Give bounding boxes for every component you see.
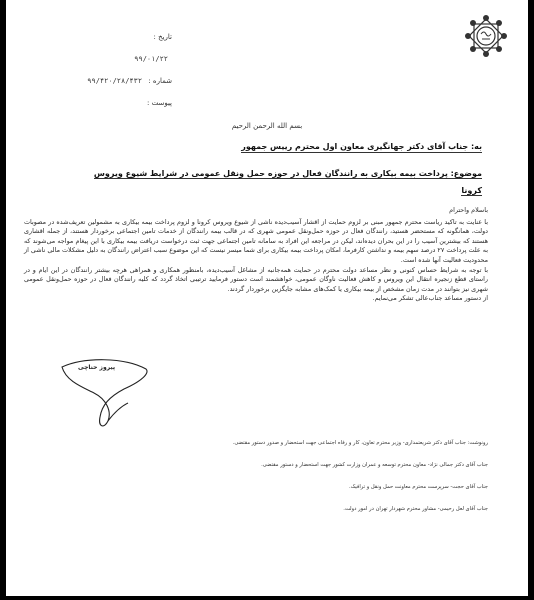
attachment-label: پیوست : (147, 99, 172, 107)
number-label: شماره : (148, 77, 172, 85)
letter-page (6, 0, 528, 596)
salutation: باسلام واحترام (449, 206, 488, 214)
number-value: ۹۹/۴۲۰/۲۸/۴۳۲ (87, 77, 143, 85)
addressee: به: جناب آقای دکتر جهانگیری معاون اول محترم رییس جمهور (241, 142, 482, 151)
tehran-municipality-logo-icon (464, 14, 508, 58)
letter-body (24, 206, 488, 304)
date-row (22, 26, 172, 48)
carbon-copy-list (66, 432, 488, 520)
signatory-name: پیروز حناچی (78, 364, 116, 371)
attachment-row (22, 92, 172, 114)
cc-line: جناب آقای لعل رحیمی- مشاور محترم شهردار تهران در امور دولت. (343, 506, 488, 512)
cc-line: جناب آقای حجت- سرپرست محترم معاونت حمل ونقل و ترافیک. (348, 484, 488, 490)
bismillah: بسم الله الرحمن الرحیم (231, 122, 303, 130)
letter-meta (22, 26, 172, 114)
paragraph-1: با عنایت به تاکید ریاست محترم جمهور مبنی بر لزوم حمایت از اقشار آسیب‌دیده ناشی از شیوع ویروس کرونا و لزوم پرداخت بیمه بیکاری به مشمولین تعریف‌شده در مصوبات دولت، همانگونه که مستحضر هستید، رانندگان فعال در حوزه حمل‌ونقل عمومی شهری که در قالب بیمه رانندگان از خدمات تامین اجتماعی برخوردار هستند، از جمله اقشاری هستند که بیشترین آسیب را در این بحران دیده‌اند، لیکن در مراجعه این افراد به سامانه تامین اجتماعی جهت ثبت درخواست دریافت بیمه بیکاری با این پیغام مواجه می‌شوند که به علت پرداخت ۲۷ درصد سهم بیمه و نداشتن کارفرما، امکان پرداخت بیمه بیکاری برای شما میسر نیست که این موضوع سبب اعتراض رانندگان به دلیل مشکلات مالی ناشی از محدودیت فعالیت آنها شده است. (24, 217, 488, 264)
subject-line-1: موضوع: پرداخت بیمه بیکاری به رانندگان فعال در حوزه حمل ونقل عمومی در شرایط شیوع ویروس (93, 169, 482, 178)
cc-line: جناب آقای دکتر جمالی نژاد- معاون محترم توسعه و عمران وزارت کشور جهت استحضار و دستور مقتضی. (261, 462, 488, 468)
closing-line: از دستور مساعد جناب‌عالی تشکر می‌نمایم. (372, 294, 488, 303)
cc-line: رونوشت: جناب آقای دکتر شریعتمداری- وزیر محترم تعاون، کار و رفاه اجتماعی جهت استحضار و صدور دستور مقتضی. (232, 440, 488, 446)
subject (86, 165, 482, 199)
signature-icon (54, 355, 154, 435)
date-value-row (22, 48, 172, 70)
date-value: ۹۹/۰۱/۲۲ (134, 55, 168, 63)
date-label: تاریخ : (153, 33, 172, 41)
number-row (22, 70, 172, 92)
paragraph-2: با توجه به شرایط حساس کنونی و نظر مساعد دولت محترم در حمایت همه‌جانبه از مشاغل آسیب‌دیده، بامنظور همکاری و همراهی هرچه بیشتر رانندگان در این ایام و در راستای قطع زنجیره انتقال این ویروس و کاهش فعالیت ناوگان عمومی، خواهشمند است دستور فرمایید ترتیبی اتخاذ گردد که کلیه رانندگان فعال در حوزه حمل‌ونقل عمومی شهری نیز بتوانند در مدت زمان مشخص از بیمه بیکاری یا کمک‌های مشابه جایگزین برخوردار گردند. (24, 265, 488, 293)
subject-line-2: کرونا (461, 186, 482, 195)
